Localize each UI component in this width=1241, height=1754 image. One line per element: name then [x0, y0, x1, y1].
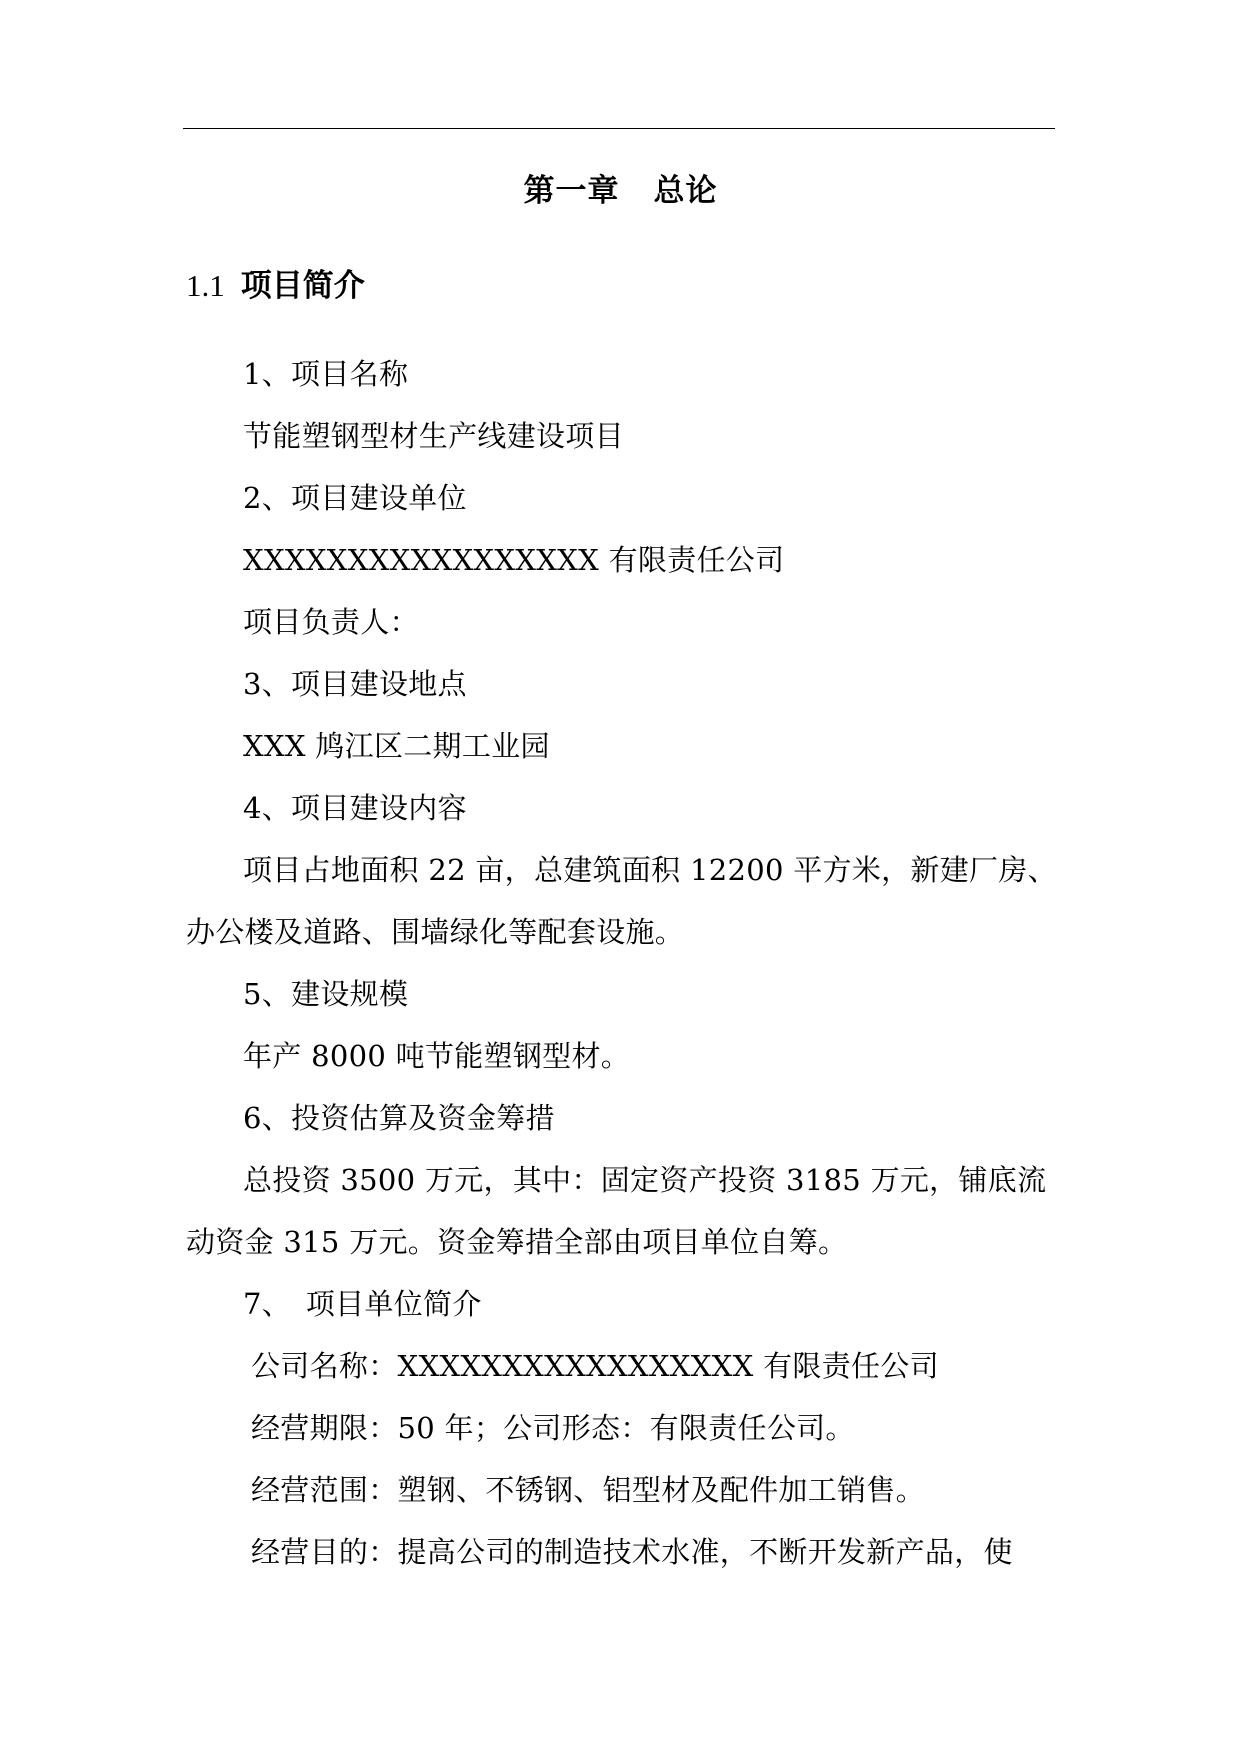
paragraph-line: 年产 8000 吨节能塑钢型材。: [243, 1039, 631, 1073]
item-heading: 1、项目名称: [243, 357, 409, 391]
paragraph-line: 办公楼及道路、围墙绿化等配套设施。: [186, 915, 685, 949]
section-title: 项目简介: [240, 268, 365, 304]
item-heading: 3、项目建设地点: [243, 667, 467, 701]
chapter-number: 第一章: [523, 173, 620, 209]
item-heading: 6、投资估算及资金筹措: [243, 1101, 555, 1135]
chapter-name: 总论: [653, 173, 718, 209]
paragraph-line: 项目负责人：: [243, 605, 419, 639]
paragraph-line: 经营目的：提高公司的制造技术水准，不断开发新产品，使: [251, 1535, 1013, 1569]
paragraph-line: 动资金 315 万元。资金筹措全部由项目单位自筹。: [186, 1225, 848, 1259]
item-heading: 4、项目建设内容: [243, 791, 467, 825]
paragraph-line: 经营期限：50 年；公司形态：有限责任公司。: [251, 1411, 855, 1445]
item-heading: 2、项目建设单位: [243, 481, 467, 515]
section-number: 1.1: [186, 268, 225, 303]
section-heading: [186, 260, 365, 305]
paragraph-line: 总投资 3500 万元，其中：固定资产投资 3185 万元，铺底流: [243, 1163, 1047, 1197]
header-rule: [183, 128, 1055, 129]
chapter-title: [0, 165, 1241, 210]
paragraph-line: 节能塑钢型材生产线建设项目: [243, 419, 624, 453]
item-heading: 5、建设规模: [243, 977, 409, 1011]
paragraph-line: 公司名称：XXXXXXXXXXXXXXXXX 有限责任公司: [251, 1349, 939, 1383]
paragraph-line: 经营范围：塑钢、不锈钢、铝型材及配件加工销售。: [251, 1473, 925, 1507]
item-heading: 7、 项目单位简介: [243, 1287, 482, 1321]
paragraph-line: XXX 鸠江区二期工业园: [243, 729, 550, 763]
paragraph-line: 项目占地面积 22 亩，总建筑面积 12200 平方米，新建厂房、: [243, 853, 1057, 887]
paragraph-line: XXXXXXXXXXXXXXXXX 有限责任公司: [243, 543, 785, 577]
